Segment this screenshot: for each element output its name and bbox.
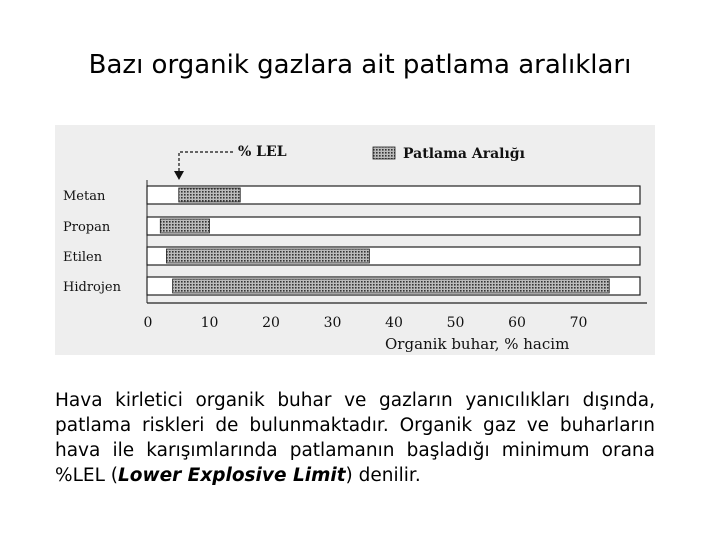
x-tick-label: 20	[262, 315, 280, 331]
category-label: Etilen	[63, 250, 103, 265]
lel-arrow-line	[179, 152, 233, 175]
legend-label: Patlama Aralığı	[403, 146, 525, 162]
chart-image	[55, 125, 655, 355]
legend-swatch	[373, 147, 395, 159]
x-axis-label: Organik buhar, % hacim	[385, 335, 570, 353]
x-tick-label: 60	[508, 315, 526, 331]
x-tick-label: 0	[143, 315, 153, 331]
slide-title: Bazı organik gazlara ait patlama aralıkları	[88, 50, 632, 80]
lel-arrow-head	[174, 171, 184, 180]
category-label: Hidrojen	[63, 280, 121, 295]
category-label: Propan	[63, 220, 111, 235]
x-tick-label: 10	[200, 315, 219, 331]
x-tick-label: 30	[323, 315, 342, 331]
body-text-after: ) denilir.	[345, 465, 421, 486]
explosive-range-chart	[55, 125, 655, 355]
range-bar	[179, 188, 241, 202]
x-tick-label: 50	[446, 315, 465, 331]
lel-annotation: % LEL	[238, 144, 287, 160]
range-bar	[166, 249, 369, 263]
body-paragraph	[55, 388, 655, 488]
range-bar	[173, 279, 610, 293]
category-label: Metan	[63, 189, 106, 204]
body-emphasis: Lower Explosive Limit	[117, 465, 346, 486]
range-bar	[160, 219, 209, 233]
body-text-before: Hava kirletici organik buhar ve gazların yanıcılıkları dışında, patlama riskleri de bulunmaktadır. Organik gaz ve buharların hava ile karışımlarında patlamanın başladığı minimum orana %LEL (	[55, 390, 655, 486]
bar-outline	[147, 217, 640, 235]
x-tick-label: 40	[385, 315, 403, 331]
x-tick-label: 70	[569, 315, 588, 331]
